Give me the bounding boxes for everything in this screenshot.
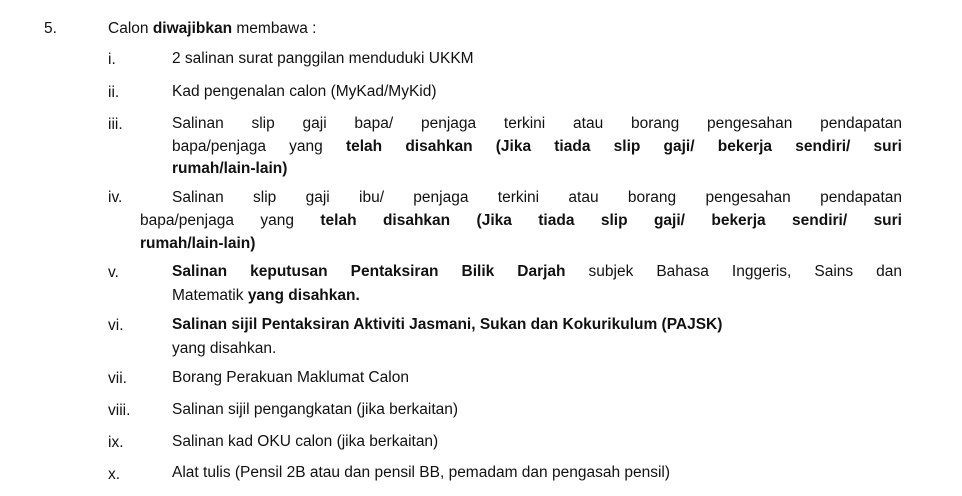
item-numeral: iii. [108, 116, 123, 133]
list-item-line [172, 285, 902, 308]
line-plain: Matematik [172, 287, 248, 304]
list-item-line [172, 261, 902, 284]
intro-bold: diwajibkan [152, 20, 233, 37]
item-numeral: vii. [108, 370, 127, 387]
list-item-text: 2 salinan surat panggilan menduduki UKKM [172, 50, 474, 67]
section-intro [108, 19, 316, 39]
line-plain: bapa/penjaga yang [140, 212, 321, 229]
list-item-text: Alat tulis (Pensil 2B atau dan pensil BB, pemadam dan pengasah pensil) [172, 464, 671, 481]
item-numeral: v. [108, 264, 119, 281]
line-plain: bapa/penjaga yang [172, 137, 346, 155]
list-item-line [172, 158, 902, 181]
item-numeral: iv. [108, 189, 123, 206]
item-numeral: viii. [108, 402, 131, 419]
list-item-text: Salinan sijil pengangkatan (jika berkaitan) [172, 401, 459, 418]
line-bold: rumah/lain-lain) [172, 160, 288, 177]
list-item-line [140, 210, 902, 233]
item-numeral: i. [108, 51, 116, 68]
line-bold: yang disahkan. [247, 287, 360, 304]
item-numeral: vi. [108, 317, 124, 334]
list-item-line: Salinan slip gaji ibu/ penjaga terkini atau borang pengesahan pendapatan [172, 189, 902, 206]
item-numeral: ix. [108, 434, 124, 451]
intro-prefix: Calon [108, 20, 153, 37]
list-item-text: Borang Perakuan Maklumat Calon [172, 369, 409, 386]
list-item-line: yang disahkan. [172, 340, 277, 357]
list-item-text: Salinan kad OKU calon (jika berkaitan) [172, 433, 439, 450]
list-item-text: Kad pengenalan calon (MyKad/MyKid) [172, 83, 437, 100]
line-bold: rumah/lain-lain) [140, 234, 256, 252]
list-item-line [172, 136, 902, 159]
line-bold: Salinan keputusan Pentaksiran Bilik Darjah [172, 263, 566, 280]
list-item-line: Salinan slip gaji bapa/ penjaga terkini atau borang pengesahan pendapatan [172, 115, 902, 132]
line-plain: subjek Bahasa Inggeris, Sains dan [565, 263, 902, 280]
item-numeral: ii. [108, 84, 120, 101]
line-bold: telah disahkan (Jika tiada slip gaji/ bekerja sendiri/ suri [345, 137, 902, 155]
list-item-line [172, 314, 902, 337]
line-bold: telah disahkan (Jika tiada slip gaji/ bekerja sendiri/ suri [320, 212, 902, 229]
list-item-line [140, 233, 255, 256]
item-numeral: x. [108, 466, 121, 483]
line-bold: Salinan sijil Pentaksiran Aktiviti Jasmani, Sukan dan Kokurikulum (PAJSK) [172, 316, 723, 333]
section-number: 5. [44, 20, 57, 37]
intro-suffix: membawa : [232, 20, 317, 37]
